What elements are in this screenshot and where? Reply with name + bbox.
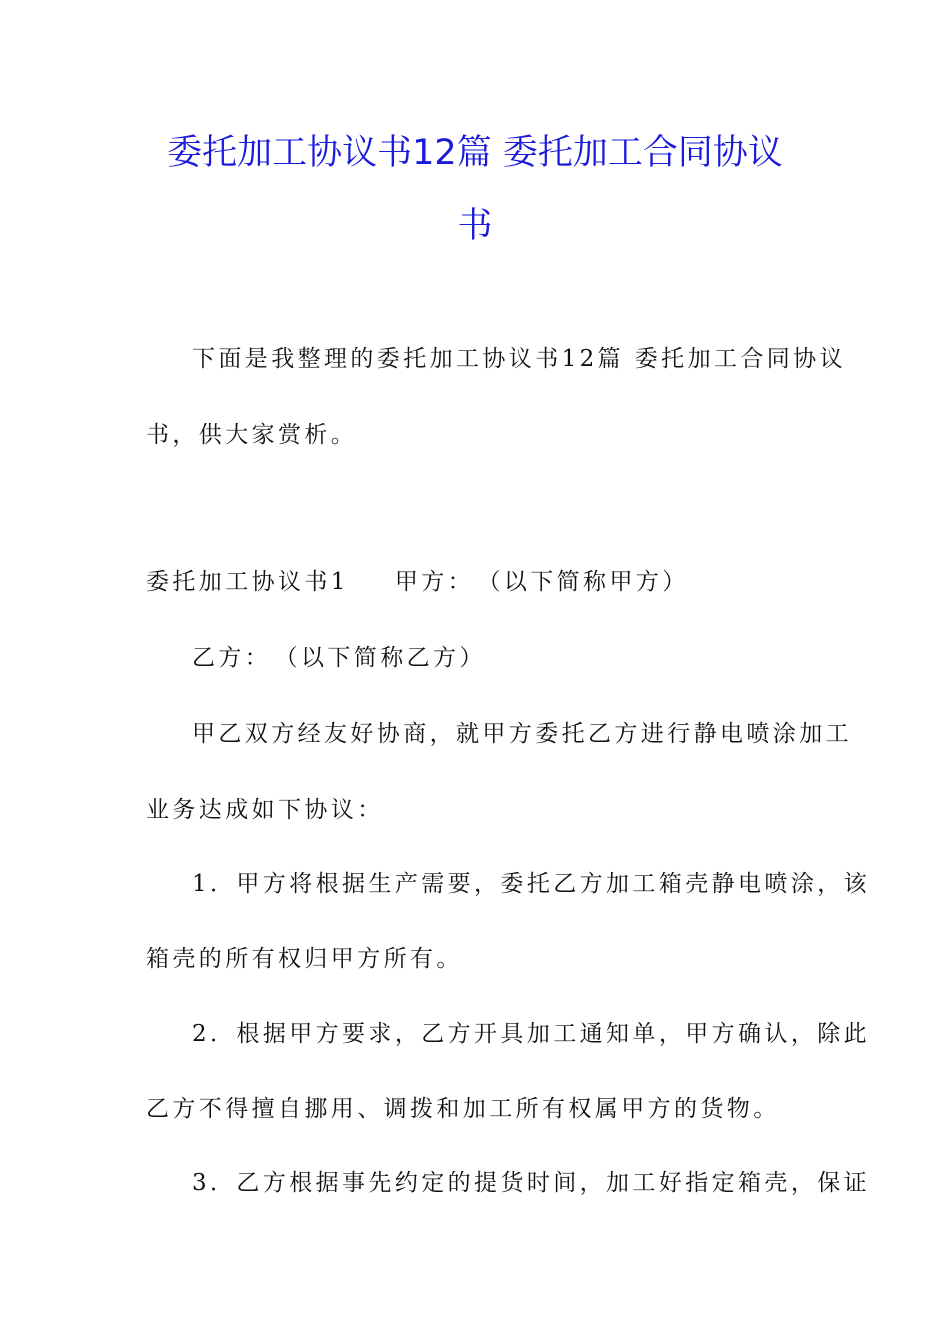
- clause-2-line-1: 2．根据甲方要求，乙方开具加工通知单，甲方确认，除此: [192, 1021, 871, 1047]
- document-title-line-2: 书: [457, 206, 493, 246]
- clause-2-line-2: 乙方不得擅自挪用、调拨和加工所有权属甲方的货物。: [146, 1096, 780, 1122]
- document-title-line-1: 委托加工协议书12篇 委托加工合同协议: [167, 133, 783, 173]
- paragraph-1-line-2: 业务达成如下协议：: [146, 797, 384, 823]
- section-heading: 委托加工协议书1: [146, 569, 349, 595]
- paragraph-1-line-1: 甲乙双方经友好协商，就甲方委托乙方进行静电喷涂加工: [192, 721, 852, 747]
- party-a-line: 甲方： （以下简称甲方）: [394, 569, 689, 595]
- clause-3-line-1: 3．乙方根据事先约定的提货时间，加工好指定箱壳，保证: [192, 1170, 871, 1196]
- section-heading-line: [146, 566, 806, 598]
- party-b-line: 乙方： （以下简称乙方）: [192, 645, 486, 671]
- intro-line-2: 书，供大家赏析。: [146, 422, 358, 448]
- clause-1-line-1: 1．甲方将根据生产需要，委托乙方加工箱壳静电喷涂，该: [192, 871, 871, 897]
- intro-line-1: 下面是我整理的委托加工协议书12篇 委托加工合同协议: [192, 346, 846, 372]
- clause-1-line-2: 箱壳的所有权归甲方所有。: [146, 946, 463, 972]
